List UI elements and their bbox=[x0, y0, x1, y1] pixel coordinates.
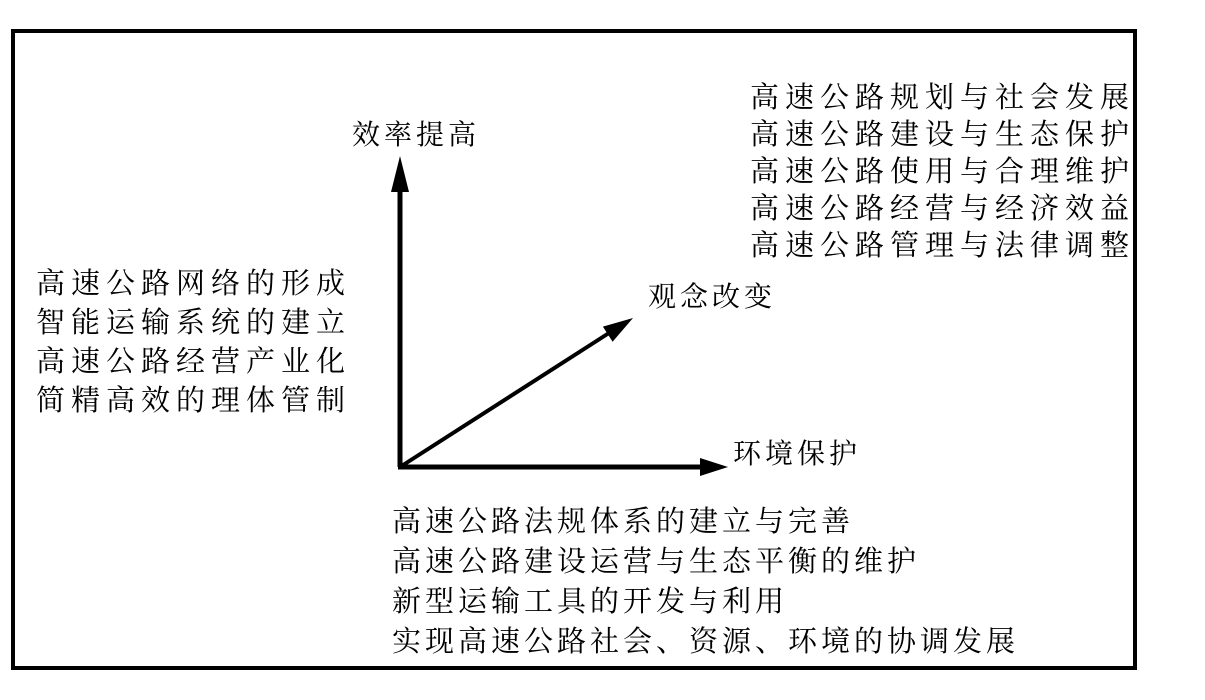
top-right-text-block bbox=[750, 84, 1135, 269]
text-line: 高速公路网络的形成 bbox=[36, 268, 352, 300]
text-line: 高速公路规划与社会发展 bbox=[750, 82, 1136, 114]
text-line: 智能运输系统的建立 bbox=[36, 307, 352, 339]
x-axis-arrowhead-icon bbox=[700, 458, 728, 476]
text-line: 高速公路建设运营与生态平衡的维护 bbox=[392, 546, 921, 578]
text-line: 高速公路法规体系的建立与完善 bbox=[392, 506, 855, 538]
x-axis-label: 环境保护 bbox=[733, 439, 862, 470]
text-line: 高速公路经营与经济效益 bbox=[750, 193, 1136, 225]
text-line: 高速公路建设与生态保护 bbox=[750, 119, 1136, 151]
text-line: 简精高效的理体管制 bbox=[36, 385, 352, 417]
left-text-block bbox=[36, 270, 351, 426]
text-line: 实现高速公路社会、资源、环境的协调发展 bbox=[392, 626, 1020, 658]
diagonal-axis-arrowhead-icon bbox=[603, 318, 633, 342]
y-axis-arrowhead-icon bbox=[391, 156, 409, 192]
text-line: 高速公路管理与法律调整 bbox=[750, 230, 1136, 262]
text-line: 新型运输工具的开发与利用 bbox=[392, 586, 789, 618]
text-line: 高速公路经营产业化 bbox=[36, 346, 352, 378]
bottom-text-block bbox=[392, 508, 1019, 668]
text-line: 高速公路使用与合理维护 bbox=[750, 156, 1136, 188]
y-axis-label: 效率提高 bbox=[352, 120, 481, 151]
diagonal-axis-line bbox=[400, 333, 609, 467]
diagonal-axis-label: 观念改变 bbox=[648, 282, 777, 313]
